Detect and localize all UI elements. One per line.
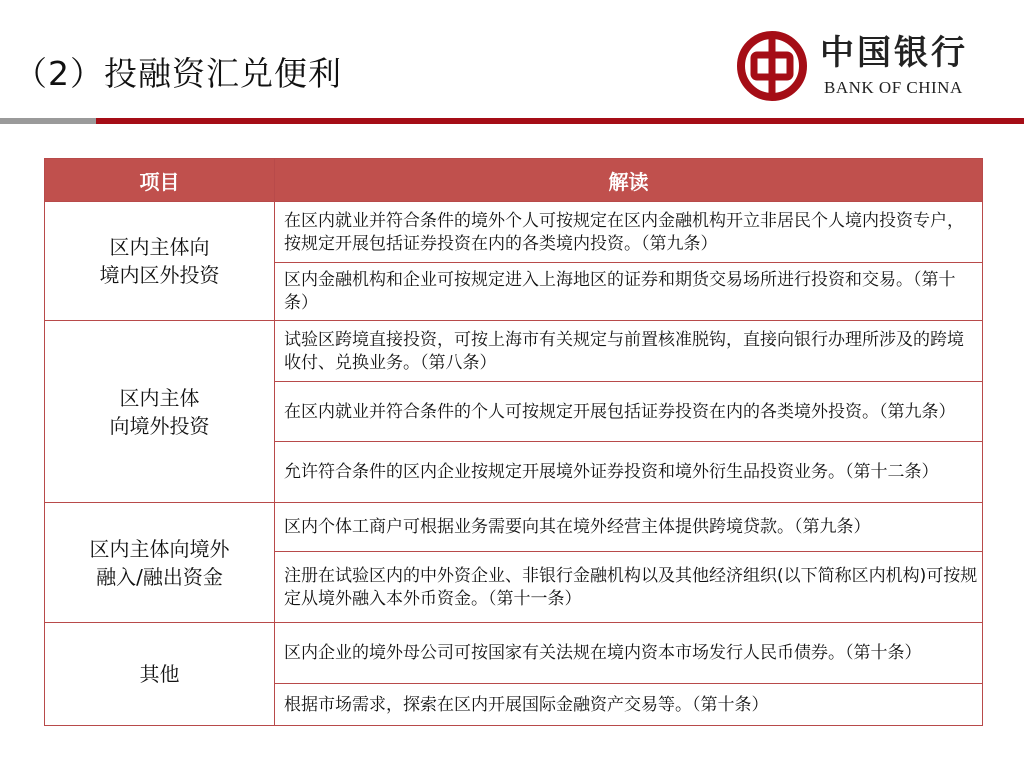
interpretation-cell: 允许符合条件的区内企业按规定开展境外证券投资和境外衍生品投资业务。（第十二条） bbox=[275, 442, 983, 503]
interpretation-cell: 区内金融机构和企业可按规定进入上海地区的证券和期货交易场所进行投资和交易。（第十条） bbox=[275, 263, 983, 321]
title-rule-gray bbox=[0, 118, 96, 124]
header-item: 项目 bbox=[45, 159, 275, 202]
category-line: 向境外投资 bbox=[109, 413, 210, 438]
category-line: 境内区外投资 bbox=[99, 263, 220, 287]
policy-table bbox=[44, 158, 983, 726]
bank-logo bbox=[736, 30, 996, 100]
table-row bbox=[45, 321, 983, 382]
logo-name-cn: 中国银行 bbox=[820, 33, 968, 73]
category-line: 区内主体 bbox=[119, 385, 200, 410]
header-interpretation: 解读 bbox=[275, 159, 983, 202]
category-cell bbox=[45, 202, 275, 321]
category-line: 区内主体向 bbox=[109, 235, 210, 259]
interpretation-cell: 区内个体工商户可根据业务需要向其在境外经营主体提供跨境贷款。（第九条） bbox=[275, 503, 983, 552]
slide-title: （2）投融资汇兑便利 bbox=[14, 54, 342, 93]
bank-of-china-emblem-icon bbox=[736, 30, 808, 102]
table-row bbox=[45, 623, 983, 684]
table-row bbox=[45, 202, 983, 263]
category-line: 区内主体向境外 bbox=[89, 536, 230, 561]
interpretation-cell: 试验区跨境直接投资，可按上海市有关规定与前置核准脱钩，直接向银行办理所涉及的跨境收付、兑换业务。（第八条） bbox=[275, 321, 983, 382]
interpretation-cell: 在区内就业并符合条件的境外个人可按规定在区内金融机构开立非居民个人境内投资专户，按规定开展包括证券投资在内的各类境内投资。（第九条） bbox=[275, 202, 983, 263]
category-line: 融入/融出资金 bbox=[96, 564, 223, 589]
table-row bbox=[45, 503, 983, 552]
interpretation-cell: 根据市场需求，探索在区内开展国际金融资产交易等。（第十条） bbox=[275, 684, 983, 726]
category-line: 其他 bbox=[139, 662, 180, 686]
interpretation-cell: 注册在试验区内的中外资企业、非银行金融机构以及其他经济组织(以下简称区内机构)可按规定从境外融入本外币资金。（第十一条） bbox=[275, 552, 983, 623]
logo-name-en: BANK OF CHINA bbox=[824, 78, 963, 97]
interpretation-cell: 在区内就业并符合条件的个人可按规定开展包括证券投资在内的各类境外投资。（第九条） bbox=[275, 382, 983, 442]
interpretation-cell: 区内企业的境外母公司可按国家有关法规在境内资本市场发行人民币债券。（第十条） bbox=[275, 623, 983, 684]
category-cell bbox=[45, 321, 275, 503]
category-cell bbox=[45, 503, 275, 623]
category-cell bbox=[45, 623, 275, 726]
table-header-row bbox=[45, 159, 983, 202]
title-rule-red bbox=[96, 118, 1024, 124]
